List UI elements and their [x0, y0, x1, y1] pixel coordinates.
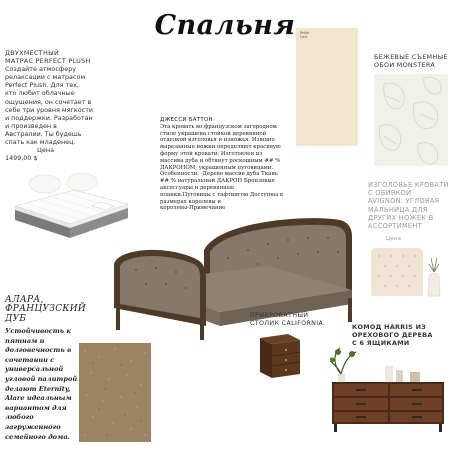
nightstand-title-line: ПРИКРОВАТНЫЙ [250, 311, 309, 319]
mattress-price: 1499,00 $ [5, 154, 38, 163]
rug-desc-line: делают Eternity, [5, 384, 71, 393]
rug-title-line: ДУБ [5, 313, 27, 324]
rug-title-line: АЛАРА, [5, 295, 44, 305]
rug-title [5, 296, 85, 324]
bed-desc-line: аксессуары и деревянные [160, 184, 235, 191]
rug-desc-line: Alare идеальным [5, 394, 72, 403]
mattress-title-line: МАТРАС PERFECT PLUSH [5, 57, 91, 66]
rug-desc-line: долговечность в [5, 346, 72, 355]
paint-swatch [296, 28, 358, 146]
dresser-image [330, 344, 446, 434]
headboard-title-line: ДРУГИХ НОЖЕК В [368, 213, 434, 222]
bed-desc-line: королевы-Примечание [160, 205, 226, 212]
headboard-title [368, 181, 450, 230]
headboard-title-line: С ОБИВКОЙ [368, 189, 412, 198]
bed-desc-line: размерах королевы и [160, 198, 221, 205]
dresser-title-line: С 6 ЯЩИКАМИ [352, 339, 410, 348]
mattress-desc-line: кто любит облачные [5, 89, 75, 98]
rug-desc-line: семейного дома. [5, 432, 70, 441]
mattress-title-line: ДВУХМЕСТНЫЙ [5, 49, 60, 57]
mattress-desc-line: и поддержки. Разработан [5, 113, 93, 122]
wallpaper-title [374, 53, 450, 69]
rug-desc-line: пятнам и [5, 336, 45, 345]
mattress-desc-line: Создайте атмосферу [5, 65, 77, 74]
tufted-pattern [371, 248, 423, 296]
wallpaper-title-line: БЕЖЕВЫЕ СЪЕМНЫЕ [374, 53, 448, 61]
bed-desc-line: планки.Пуговицы с тафтингом Доступны в [160, 191, 283, 198]
headboard-title-line: АССОРТИМЕНТ [368, 222, 422, 231]
mattress-desc-line: спать как младенец. [5, 138, 76, 147]
rug-title-line: ФРАНЦУЗСКИЙ [5, 304, 86, 315]
rug-desc-line: универсальной [5, 365, 64, 374]
bed-desc-line: форму этой кровати. Изготовлен из [160, 150, 263, 157]
dresser-title-line: КОМОД HARRIS ИЗ [352, 323, 427, 331]
swatch-brand: Pelvin [300, 31, 310, 35]
bed-description [160, 117, 300, 212]
nightstand-title [250, 311, 330, 327]
vase-decor-icon [425, 258, 443, 298]
mattress-desc-line: Австралии. Ты будешь [5, 129, 82, 138]
wallpaper-sample [374, 74, 448, 166]
nightstand-title-line: СТОЛИК CALIFORNIA [250, 319, 324, 328]
mattress-description [5, 49, 105, 162]
headboard-title-line: ИЗГОЛОВЬЕ КРОВАТИ [368, 181, 449, 189]
mattress-desc-line: ощущения, он сочетает в [5, 97, 92, 106]
page-title: Спальня [154, 10, 296, 41]
bed-desc-line: ## % натуральный ДАКРОН Бронзовые [160, 178, 275, 185]
bed-desc-line: ДАКРОНОМ, украшенным пуговицами. [160, 164, 274, 171]
bed-desc-line: стиле украшена стойкой деревянной [160, 130, 267, 137]
rug-desc-line: угловой палитрой [5, 374, 78, 383]
mattress-desc-line: и произведен в [5, 121, 57, 130]
mattress-desc-line: релаксации с матрасом [5, 73, 86, 82]
headboard-price-label: Цена [386, 236, 401, 242]
bed-desc-line: Особенности: -Дерево массив дуба Ткань [160, 171, 278, 178]
swatch-name: Card [300, 35, 308, 39]
bed-desc-line: вырезанные ножки определяют красивую [160, 144, 281, 151]
mattress-desc-line: себе три уровня мягкости [5, 105, 94, 114]
monstera-leaf-pattern [374, 74, 448, 166]
rug-description [5, 327, 79, 442]
bed-title: ДЖЕССИ БАТТОН [160, 117, 213, 123]
headboard-title-line: МАЛЬНИЦА ДЛЯ [368, 205, 428, 214]
rug-desc-line: сочетании с [5, 355, 55, 364]
rug-desc-line: любого загруженного [5, 413, 61, 431]
bed-desc-line: массива дуба и обтянут роскошным ## % [160, 157, 281, 164]
headboard-image [371, 248, 423, 296]
nightstand-image [258, 334, 302, 380]
mattress-desc-line: Perfect Plush. Для тех, [5, 81, 79, 90]
headboard-title-line: AVIGNON. УГЛОВАЯ [368, 197, 440, 206]
mattress-price-label: Цена [37, 146, 54, 155]
bed-desc-line: Эта кровать во французском загородном [160, 123, 277, 130]
rug-texture [79, 343, 151, 442]
rug-desc-line: Устойчивость к [5, 327, 71, 335]
bed-desc-line: отделкой изголовья и изножья. Изящно [160, 137, 275, 144]
rug-sample [79, 343, 151, 442]
wallpaper-title-line: ОБОИ MONSTERA [374, 61, 436, 70]
dresser-title-line: ОРЕХОВОГО ДЕРЕВА [352, 331, 433, 340]
rug-desc-line: вариантом для [5, 403, 67, 412]
